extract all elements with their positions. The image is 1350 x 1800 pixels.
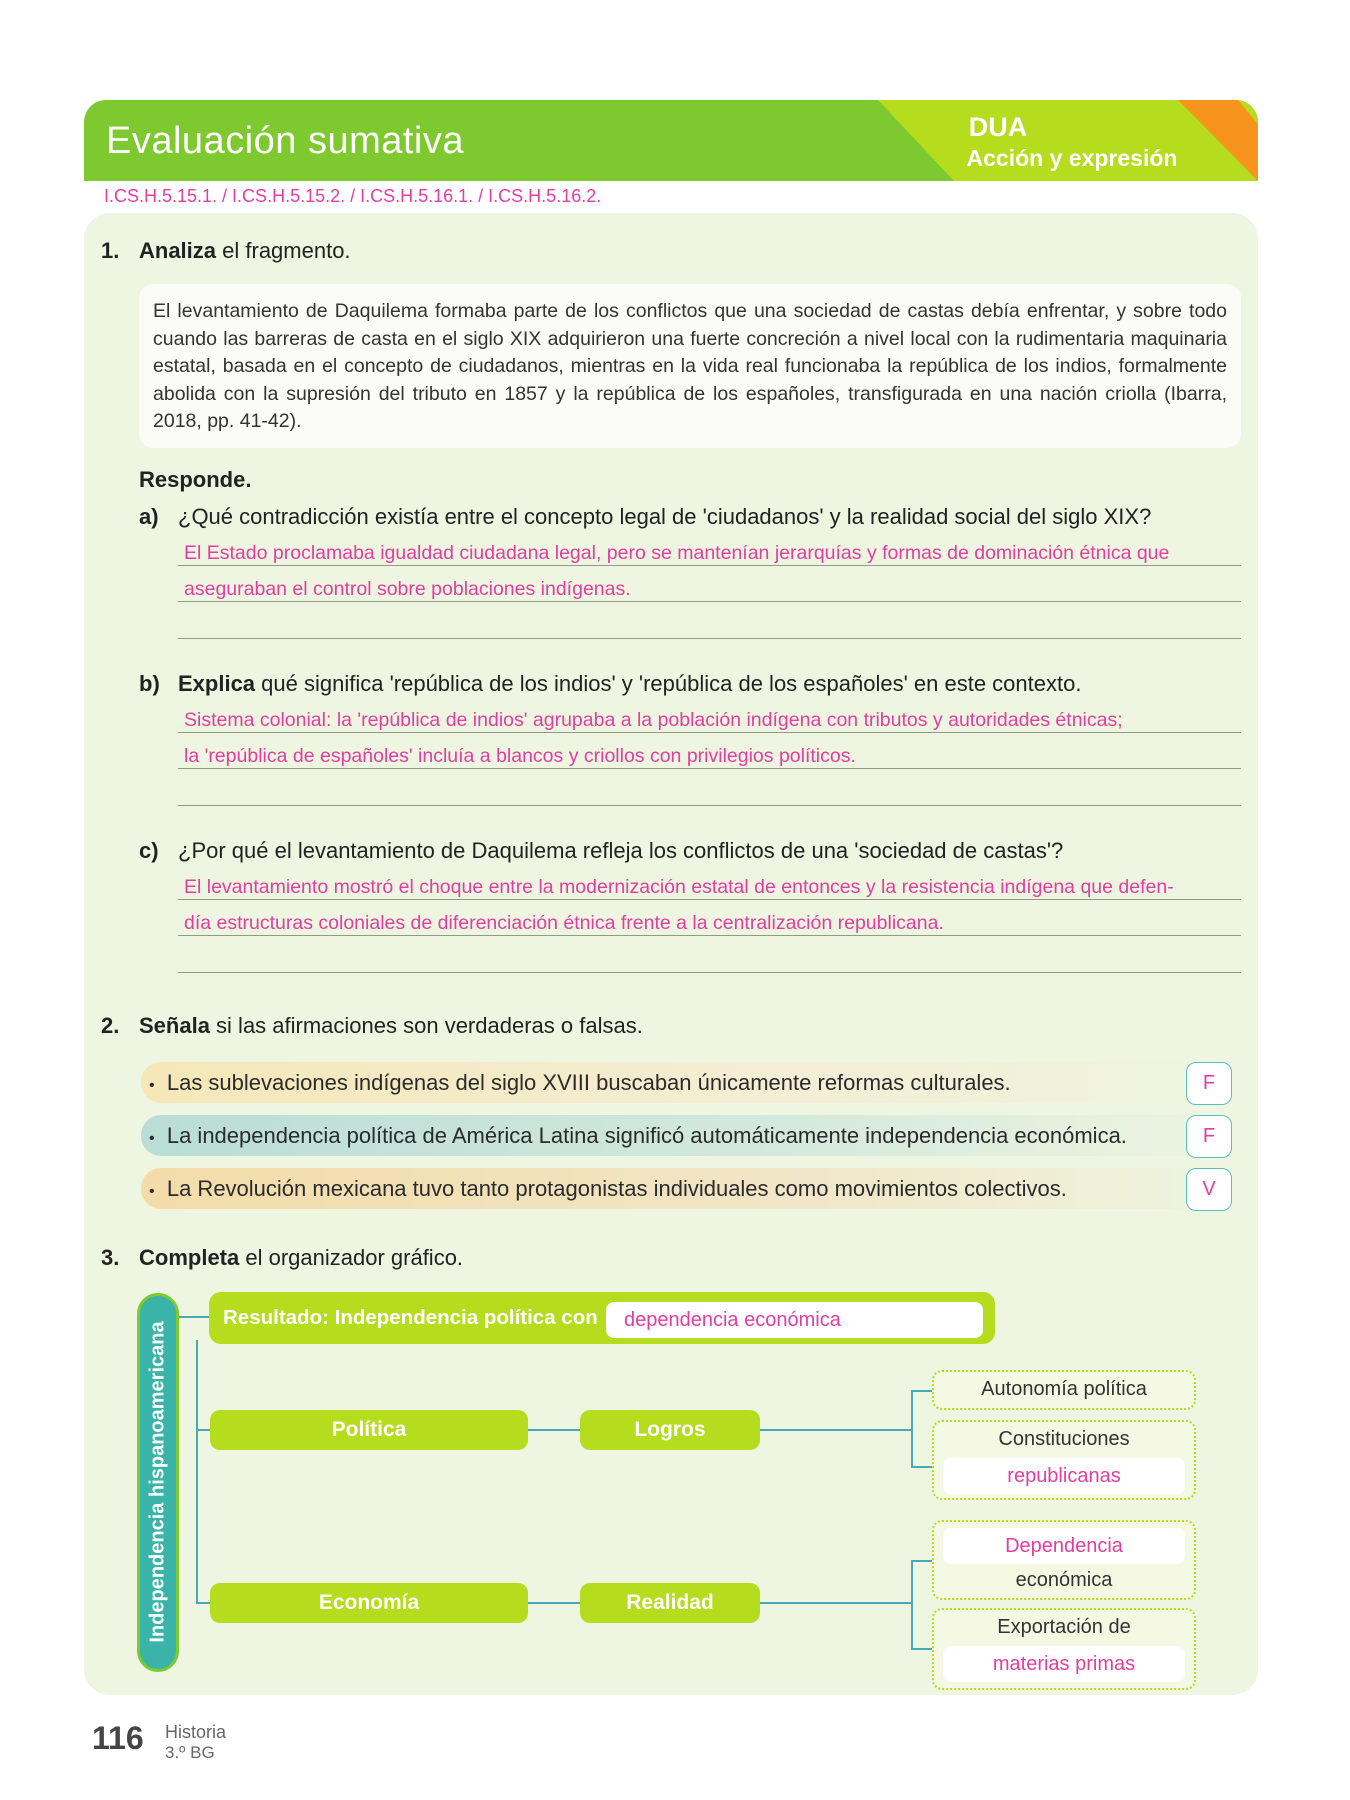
q2-rest: si las afirmaciones son verdaderas o falsas.	[209, 1013, 643, 1038]
realidad-node: Realidad	[580, 1583, 760, 1623]
connector	[528, 1602, 580, 1604]
q1c-answer-line1[interactable]: El levantamiento mostró el choque entre la modernización estatal de entonces y la resistencia indígena que defen-	[184, 876, 1174, 898]
answer-rule	[178, 565, 1241, 566]
logros-node: Logros	[580, 1410, 760, 1450]
q1b-question: qué significa 'república de los indios' y 'república de los españoles' en este contexto.	[255, 671, 1082, 696]
exportacion-answer-field[interactable]: materias primas	[943, 1646, 1185, 1682]
q1-fragment: El levantamiento de Daquilema formaba parte de los conflictos que una sociedad de castas debía enfrentar, y sobre todo cuando las barreras de casta en el siglo XIX adquirieron una fuerte concreción a nivel local con la rudimentaria maquinaria estatal, basada en el concepto de ciudadanos, mientras en la vida real funcionaba la república de los indios, formalmente abolida con la supresión del tributo en 1857 y la república de los españoles, transfigurada en una nación criolla (Ibarra, 2018, pp. 41-42).	[139, 284, 1241, 448]
bullet: •	[149, 1077, 155, 1094]
connector	[911, 1560, 933, 1562]
q3-prompt	[139, 1245, 463, 1271]
q1-number: 1.	[101, 238, 120, 263]
tf-row	[141, 1168, 1241, 1209]
q1c-answer-line2[interactable]: día estructuras coloniales de diferenciación étnica frente a la centralización republicana.	[184, 912, 944, 934]
criteria-codes: I.CS.H.5.15.1. / I.CS.H.5.15.2. / I.CS.H.5.16.1. / I.CS.H.5.16.2.	[104, 186, 602, 206]
dua-subtitle: Acción y expresión	[966, 145, 1178, 171]
page-number: 116	[92, 1720, 144, 1756]
connector	[179, 1316, 209, 1318]
connector	[911, 1390, 933, 1392]
responde-label: Responde.	[139, 467, 252, 492]
bullet: •	[149, 1183, 155, 1200]
q1a-answer-line2[interactable]: aseguraban el control sobre poblaciones indígenas.	[184, 578, 631, 600]
result-label: Resultado: Independencia política con	[223, 1306, 598, 1329]
q3-verb: Completa	[139, 1245, 240, 1270]
q1b-letter: b)	[139, 671, 160, 696]
connector	[911, 1466, 933, 1468]
connector	[760, 1429, 912, 1431]
economia-node: Economía	[210, 1583, 528, 1623]
connector	[196, 1429, 210, 1431]
answer-rule	[178, 805, 1241, 806]
answer-rule	[178, 972, 1241, 973]
answer-rule	[178, 899, 1241, 900]
answer-rule	[178, 768, 1241, 769]
organizer-vertical-label: Independencia hispanoamericana	[146, 1321, 169, 1643]
footer-grade: 3.º BG	[165, 1743, 215, 1762]
section-header	[84, 100, 1258, 181]
tf-statement: La Revolución mexicana tuvo tanto protagonistas individuales como movimientos colectivos.	[166, 1176, 1067, 1201]
tf-answer-box[interactable]: V	[1186, 1168, 1232, 1211]
tf-row	[141, 1062, 1241, 1103]
connector	[760, 1602, 912, 1604]
dependencia-answer-field[interactable]: Dependencia	[943, 1528, 1185, 1564]
constituciones-answer-field[interactable]: republicanas	[943, 1458, 1185, 1494]
q3-rest: el organizador gráfico.	[239, 1245, 464, 1270]
q1c-letter: c)	[139, 838, 159, 863]
tf-statement: La independencia política de América Latina significó automáticamente independencia económica.	[166, 1123, 1127, 1148]
autonomia-text: Autonomía política	[981, 1378, 1147, 1400]
q2-number: 2.	[101, 1013, 120, 1038]
tf-answer-box[interactable]: F	[1186, 1062, 1232, 1105]
bullet: •	[149, 1130, 155, 1147]
q1b-answer-line1[interactable]: Sistema colonial: la 'república de indios' agrupaba a la población indígena con tributos y autoridades étnicas;	[184, 709, 1123, 731]
dependencia-text: económica	[1015, 1569, 1113, 1591]
connector	[911, 1560, 913, 1650]
q1a-letter: a)	[139, 504, 159, 529]
q1b-verb: Explica	[178, 671, 256, 696]
dua-title: DUA	[968, 112, 1028, 142]
tf-answer-box[interactable]: F	[1186, 1115, 1232, 1158]
q1c-question: ¿Por qué el levantamiento de Daquilema refleja los conflictos de una 'sociedad de castas'?	[178, 838, 1064, 863]
answer-rule	[178, 601, 1241, 602]
q1-verb: Analiza	[139, 238, 217, 263]
q1-prompt	[139, 238, 351, 264]
constituciones-text: Constituciones	[998, 1428, 1130, 1450]
result-answer-field[interactable]: dependencia económica	[606, 1302, 983, 1338]
tf-statement: Las sublevaciones indígenas del siglo XVIII buscaban únicamente reformas culturales.	[166, 1070, 1011, 1095]
q1a-answer-line1[interactable]: El Estado proclamaba igualdad ciudadana legal, pero se mantenían jerarquías y formas de dominación étnica que	[184, 542, 1170, 564]
footer-subject: Historia	[165, 1722, 227, 1742]
connector	[196, 1602, 210, 1604]
politica-node: Política	[210, 1410, 528, 1450]
section-title: Evaluación sumativa	[106, 120, 465, 162]
q2-prompt	[139, 1013, 643, 1039]
q1a-question: ¿Qué contradicción existía entre el concepto legal de 'ciudadanos' y la realidad social del siglo XIX?	[178, 504, 1152, 529]
q2-verb: Señala	[139, 1013, 210, 1038]
answer-rule	[178, 732, 1241, 733]
connector	[911, 1390, 913, 1468]
connector	[911, 1648, 933, 1650]
tf-row	[141, 1115, 1241, 1156]
answer-rule	[178, 935, 1241, 936]
exportacion-text: Exportación de	[997, 1616, 1131, 1638]
q3-number: 3.	[101, 1245, 120, 1270]
q1-rest: el fragmento.	[216, 238, 351, 263]
connector	[196, 1340, 198, 1604]
q1b-answer-line2[interactable]: la 'república de españoles' incluía a blancos y criollos con privilegios políticos.	[184, 745, 856, 767]
q1b-prompt	[178, 671, 1081, 697]
connector	[528, 1429, 580, 1431]
answer-rule	[178, 638, 1241, 639]
